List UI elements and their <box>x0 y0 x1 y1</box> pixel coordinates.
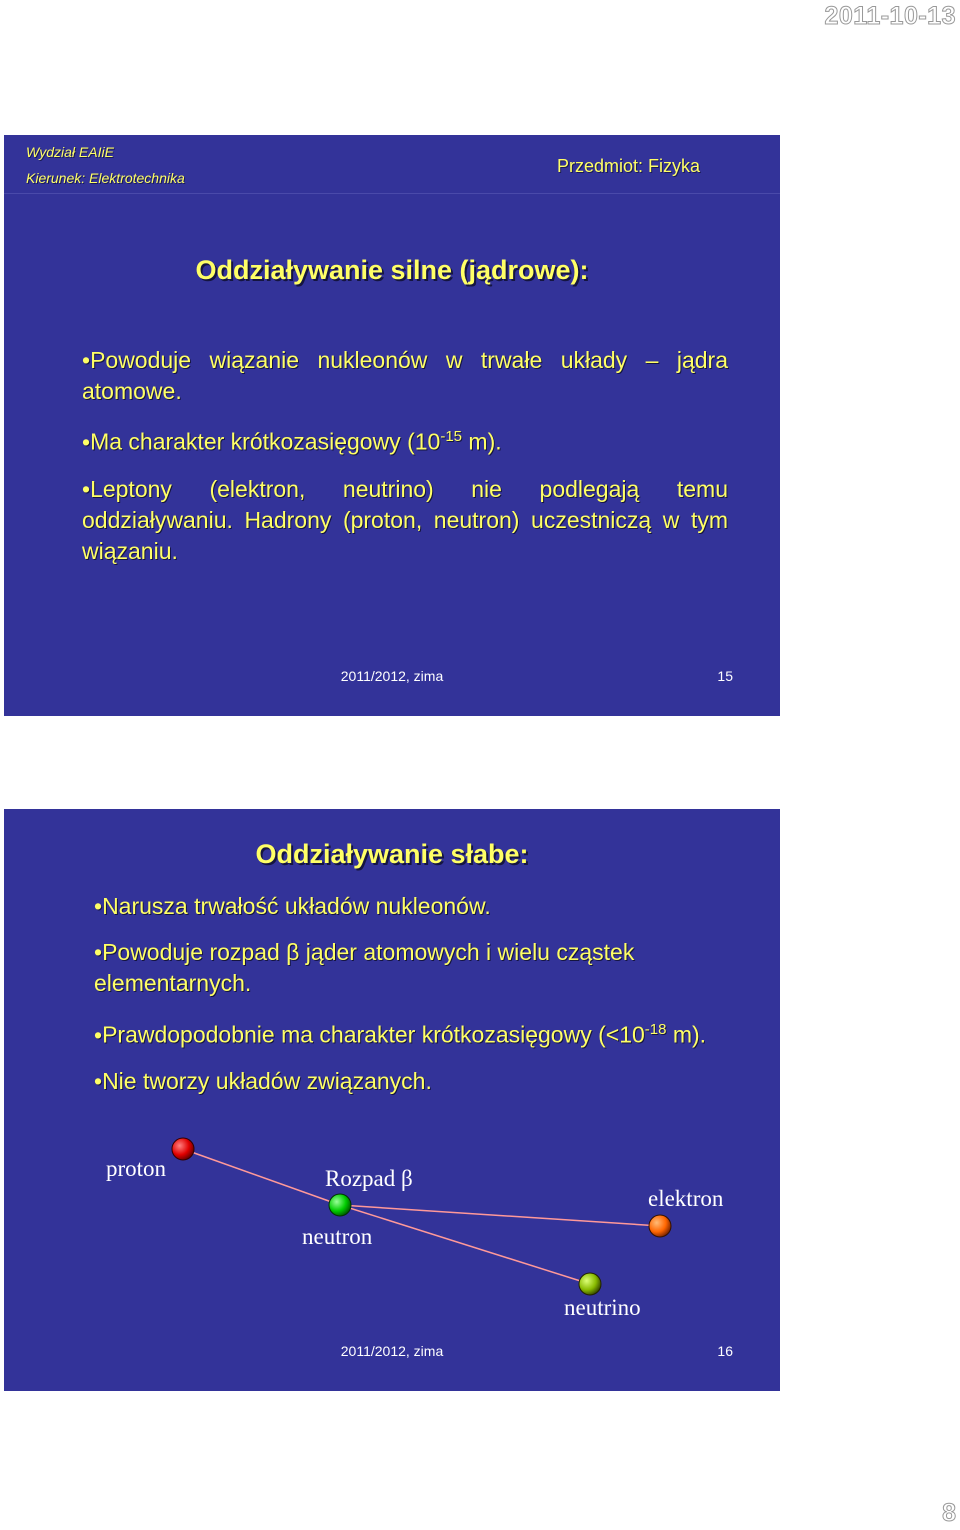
bullet-text: Prawdopodobnie ma charakter krótkozasięgowy (<10 <box>102 1021 645 1048</box>
neutrino-label: neutrino <box>564 1295 641 1320</box>
slide-number: 16 <box>717 1343 733 1359</box>
proton-label: proton <box>106 1156 167 1181</box>
electron-label: elektron <box>648 1186 724 1211</box>
bullet-item: • Powoduje rozpad β jąder atomowych i wielu cząstek elementarnych. <box>94 937 734 999</box>
bullet-list <box>82 345 728 583</box>
neutrino-track <box>340 1205 590 1284</box>
electron-particle <box>649 1215 671 1237</box>
neutrino-particle <box>579 1273 601 1295</box>
bullet-text: m). <box>462 428 502 455</box>
header-divider <box>4 193 780 194</box>
footer-term: 2011/2012, zima <box>340 1343 444 1359</box>
decay-label: Rozpad β <box>325 1166 413 1191</box>
bullet-text: Ma charakter krótkozasięgowy (10 <box>90 428 441 455</box>
footer-term: 2011/2012, zima <box>340 668 444 684</box>
proton-neutron-track <box>183 1149 340 1205</box>
slide-title: Oddziaływanie słabe: <box>255 839 529 869</box>
electron-track <box>340 1205 660 1226</box>
bullet-item: • Nie tworzy układów związanych. <box>94 1066 734 1097</box>
program-label: Kierunek: Elektrotechnika <box>26 170 185 186</box>
bullet-text: m). <box>666 1021 707 1048</box>
exponent: -15 <box>440 428 463 445</box>
slide-15 <box>4 135 780 716</box>
subject-label: Przedmiot: Fizyka <box>556 156 700 176</box>
slide-title: Oddziaływanie silne (jądrowe): <box>195 255 589 285</box>
slide-header-left <box>26 139 185 191</box>
slide-16 <box>4 809 780 1391</box>
exponent: -18 <box>644 1021 667 1038</box>
page-number: 8 <box>942 1499 956 1527</box>
bullet-item: • Narusza trwałość układów nukleonów. <box>94 891 734 922</box>
bullet-item: • Powoduje wiązanie nukleonów w trwałe układy – jądra atomowe. <box>82 345 728 407</box>
neutron-particle <box>329 1194 351 1216</box>
beta-decay-diagram <box>4 809 780 1391</box>
slide-number: 15 <box>717 668 733 684</box>
faculty-label: Wydział EAIiE <box>26 144 114 160</box>
bullet-item <box>82 421 728 458</box>
page-date: 2011-10-13 <box>824 2 956 30</box>
proton-particle <box>172 1138 194 1160</box>
bullet-item: • Leptony (elektron, neutrino) nie podlegają temu oddziaływaniu. Hadrony (proton, neutron) uczestniczą w tym wiązaniu. <box>82 474 728 567</box>
neutron-label: neutron <box>302 1224 373 1249</box>
